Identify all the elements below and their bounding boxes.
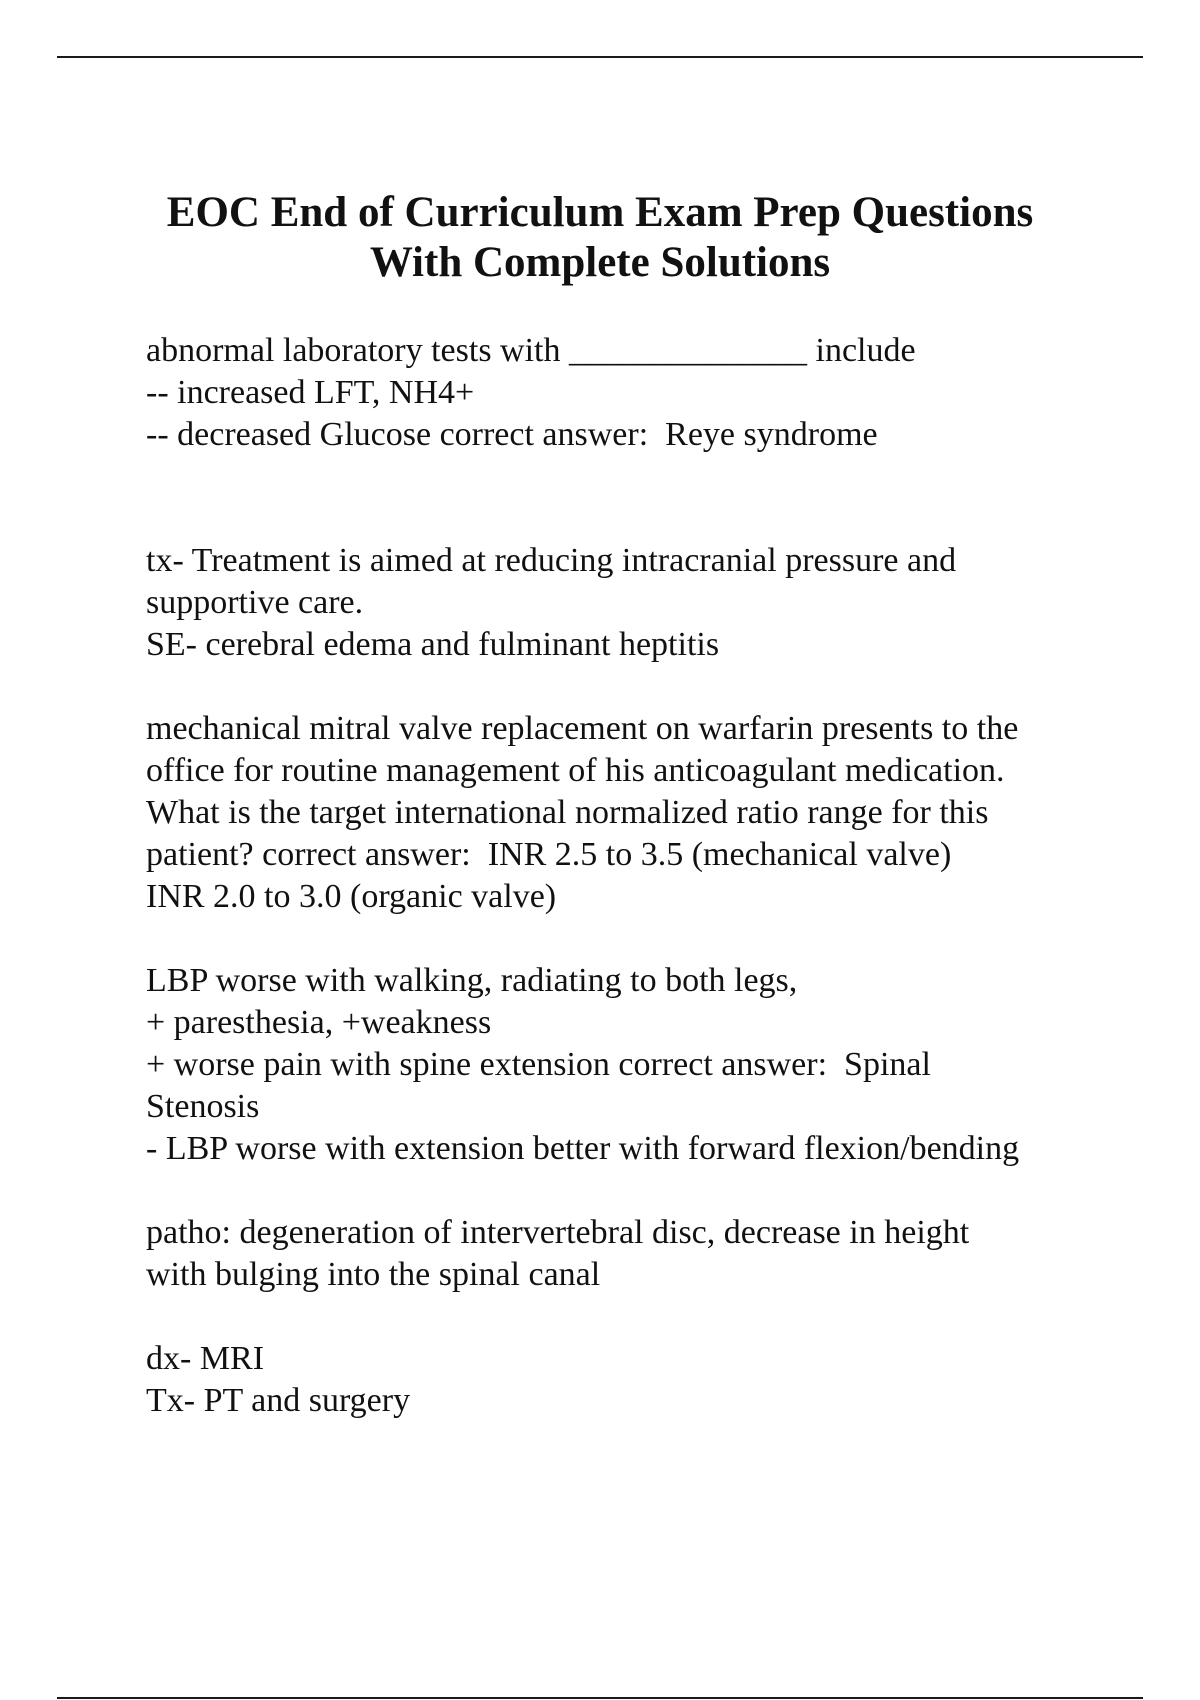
- block-spacer: [146, 1170, 1146, 1212]
- block-spacer: [146, 456, 1146, 540]
- text-line: + paresthesia, +weakness: [146, 1004, 492, 1041]
- bottom-rule: [57, 1697, 1143, 1699]
- text-line: tx- Treatment is aimed at reducing intracranial pressure and: [146, 542, 957, 579]
- top-rule: [57, 56, 1143, 58]
- qa-block-patho: [146, 1212, 1146, 1296]
- text-line: + worse pain with spine extension correct answer: Spinal: [146, 1046, 931, 1083]
- text-line: patient? correct answer: INR 2.5 to 3.5 (mechanical valve): [146, 836, 952, 873]
- text-line: mechanical mitral valve replacement on warfarin presents to the: [146, 710, 1019, 747]
- qa-block-dx-tx: [146, 1338, 1146, 1422]
- block-spacer: [146, 1296, 1146, 1338]
- page-title: [0, 188, 1200, 288]
- text-line: SE- cerebral edema and fulminant heptitis: [146, 626, 720, 663]
- text-line: with bulging into the spinal canal: [146, 1256, 601, 1293]
- title-line-1: EOC End of Curriculum Exam Prep Questions: [166, 189, 1034, 236]
- text-line: -- increased LFT, NH4+: [146, 374, 475, 411]
- text-line: -- decreased Glucose correct answer: Reye syndrome: [146, 416, 878, 453]
- qa-block-reye-treatment: [146, 540, 1146, 666]
- qa-block-spinal-stenosis: [146, 960, 1146, 1170]
- title-line-2: With Complete Solutions: [369, 239, 831, 286]
- text-line: supportive care.: [146, 584, 364, 621]
- block-spacer: [146, 666, 1146, 708]
- document-body: [146, 330, 1146, 1422]
- text-line: What is the target international normalized ratio range for this: [146, 794, 989, 831]
- text-line: - LBP worse with extension better with forward flexion/bending: [146, 1130, 1020, 1167]
- qa-block-inr: [146, 708, 1146, 918]
- text-line: LBP worse with walking, radiating to both legs,: [146, 962, 798, 999]
- text-line: Stenosis: [146, 1088, 260, 1125]
- text-line: abnormal laboratory tests with ______________ include: [146, 332, 916, 369]
- block-spacer: [146, 918, 1146, 960]
- text-line: office for routine management of his anticoagulant medication.: [146, 752, 1005, 789]
- qa-block-reye-question: [146, 330, 1146, 456]
- text-line: dx- MRI: [146, 1340, 265, 1377]
- text-line: INR 2.0 to 3.0 (organic valve): [146, 878, 557, 915]
- text-line: patho: degeneration of intervertebral disc, decrease in height: [146, 1214, 970, 1251]
- text-line: Tx- PT and surgery: [146, 1382, 411, 1419]
